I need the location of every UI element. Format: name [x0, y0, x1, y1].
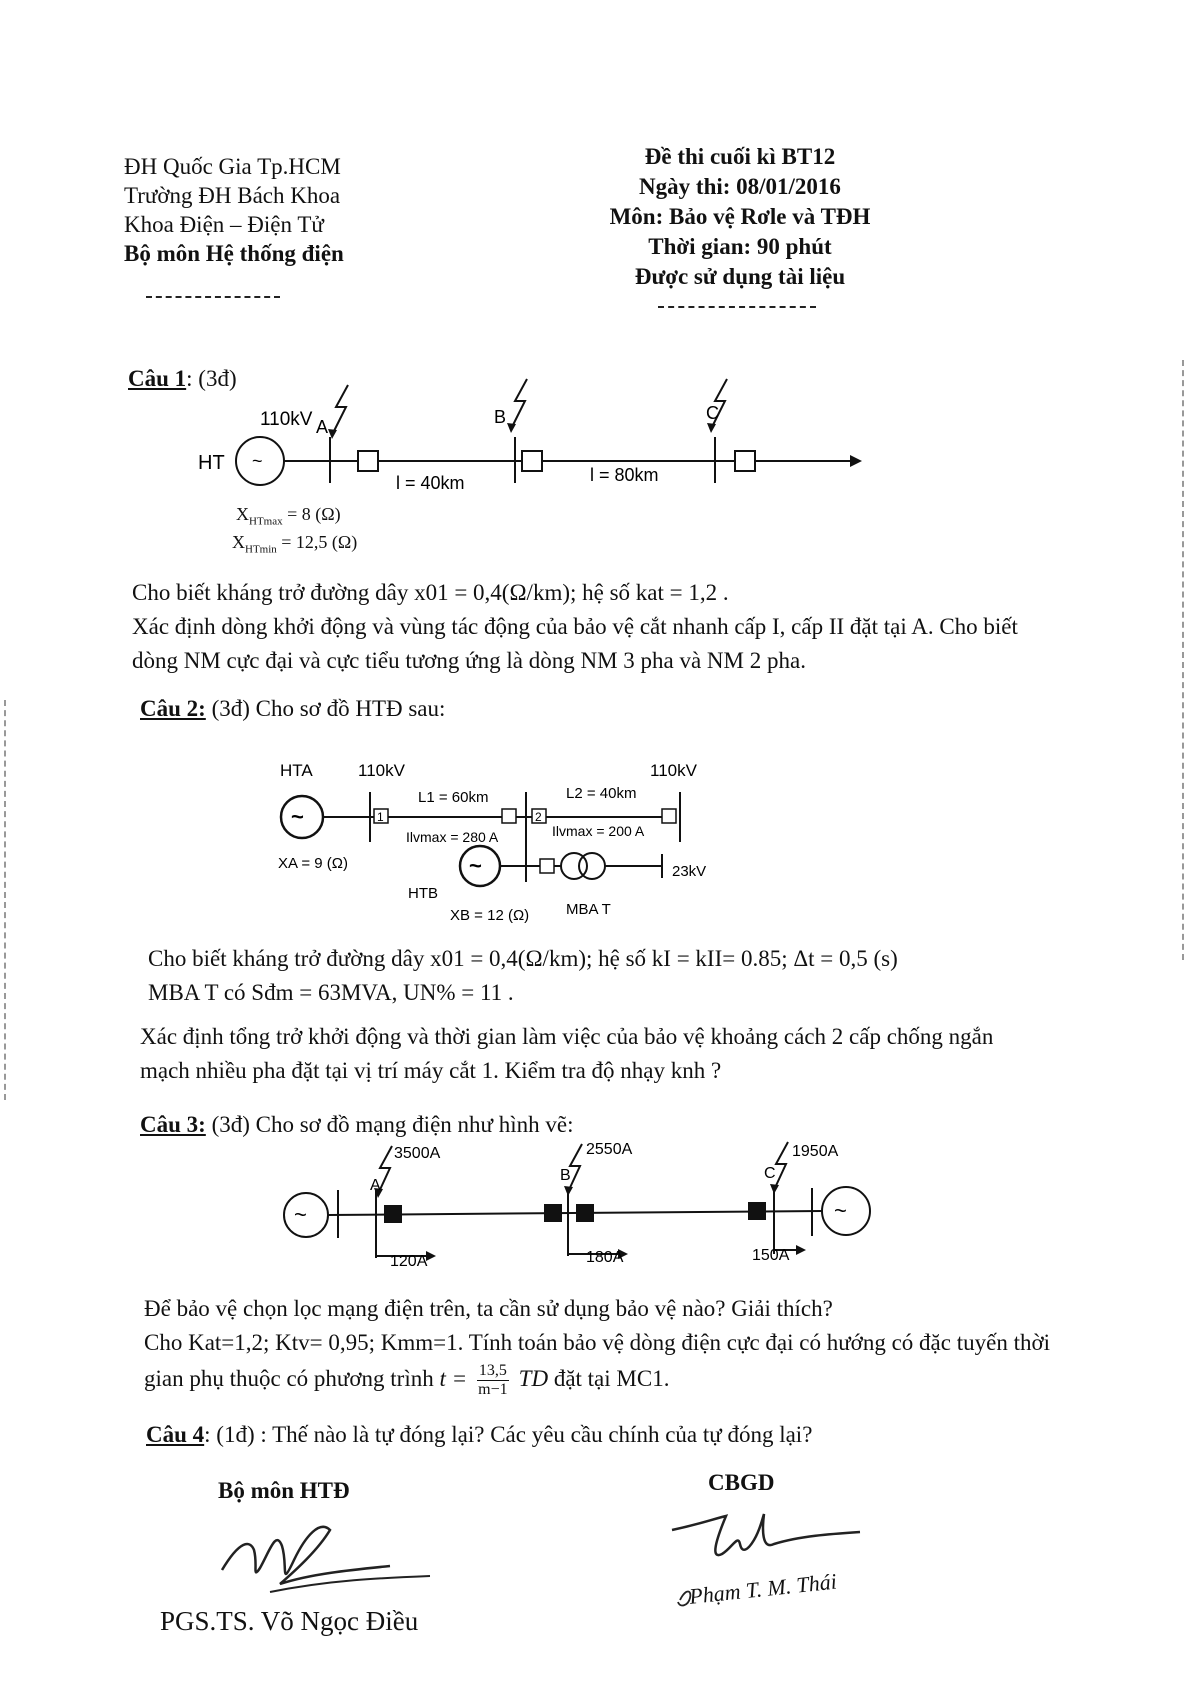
q2-hta: HTA [280, 761, 313, 780]
q1-label: Câu 1 [128, 366, 187, 391]
q1-point-c: C [706, 403, 719, 423]
q2-paragraph-2: MBA T có Sđm = 63MVA, UN% = 11 . [148, 980, 514, 1005]
arrow-icon [426, 1251, 436, 1261]
q3-paragraph-3a: gian phụ thuộc có phương trình [144, 1366, 434, 1391]
q3-breaker-1 [384, 1205, 402, 1223]
q3-breaker-2 [544, 1204, 562, 1222]
q3-fault-c: 1950A [792, 1143, 839, 1160]
fault-arrowhead-icon [707, 423, 716, 433]
exam-subject: Môn: Bảo vệ Rơle và TĐH [609, 204, 871, 229]
q1-paragraph-2: Xác định dòng khởi động và vùng tác động của bảo vệ cắt nhanh cấp I, cấp II đặt tại A. Cho biết [132, 614, 1018, 639]
header-right-divider [658, 306, 816, 308]
q2-htb: HTB [408, 885, 438, 902]
q1-xmin: $X_{HTmin} = 12,5$ (Ω) [232, 532, 358, 556]
exam-title: Đề thi cuối kì BT12 [644, 144, 836, 169]
exam-duration: Thời gian: 90 phút [648, 234, 832, 259]
university-name: ĐH Quốc Gia Tp.HCM [124, 154, 341, 179]
q2-xa: XA = 9 (Ω) [278, 855, 348, 872]
department-name: Bộ môn Hệ thống điện [124, 241, 344, 266]
q3-tilde-right: ~ [834, 1198, 847, 1223]
q1-tilde: ~ [252, 451, 263, 471]
q1-point-a: A [316, 417, 329, 437]
q2-voltage-3: 23kV [672, 863, 707, 880]
q3-line [328, 1211, 822, 1215]
q2-breaker-trafo [540, 859, 554, 873]
q4-text: : (1đ) : Thế nào là tự đóng lại? Các yêu cầu chính của tự đóng lại? [204, 1422, 813, 1447]
arrow-icon [850, 455, 862, 467]
header-left-divider [146, 296, 280, 298]
q3-equation-fraction [477, 1362, 509, 1399]
q3-paragraph-2: Cho Kat=1,2; Ktv= 0,95; Kmm=1. Tính toán bảo vệ dòng điện cực đại có hướng có đặc tuyến thời [144, 1330, 1051, 1355]
q3-label: Câu 3: [140, 1112, 206, 1137]
q1-length-1: l = 40km [396, 473, 465, 493]
q1-length-2: l = 80km [590, 465, 659, 485]
q2-voltage-1: 110kV [358, 761, 405, 780]
q3-point-c: C [764, 1165, 776, 1182]
q3-heading [140, 1112, 574, 1138]
sign-right-name: Phạm T. M. Thái [688, 1568, 838, 1609]
q1-breaker-3 [735, 451, 755, 471]
q1-points: : (3đ) [186, 366, 237, 391]
faculty-name: Khoa Điện – Điện Tử [124, 212, 324, 237]
q2-tilde-b: ~ [469, 853, 482, 878]
exam-note: Được sử dụng tài liệu [634, 264, 846, 289]
fault-arrowhead-icon [507, 423, 516, 433]
signature-right-icon [670, 1510, 910, 1630]
q2-text: (3đ) Cho sơ đồ HTĐ sau: [205, 696, 446, 721]
q3-point-b: B [560, 1167, 571, 1184]
q2-paragraph-4: mạch nhiều pha đặt tại vị trí máy cắt 1. Kiểm tra độ nhạy knh ? [140, 1058, 722, 1083]
q3-paragraph-3b: đặt tại MC1. [553, 1366, 670, 1391]
q3-load-c-label: 150A [752, 1247, 790, 1264]
q3-equation-denominator: m−1 [478, 1381, 508, 1399]
q1-point-b: B [494, 407, 507, 427]
q3-tilde-left: ~ [294, 1202, 307, 1227]
q3-fault-a: 3500A [394, 1145, 441, 1162]
sign-left-title: Bộ môn HTĐ [218, 1478, 350, 1503]
q3-equation-td: TD [518, 1366, 549, 1391]
q1-xmax: $X_{HTmax} = 8$ (Ω) [236, 504, 341, 528]
q2-voltage-2: 110kV [650, 761, 697, 780]
q3-diagram [278, 1138, 898, 1268]
school-name: Trường ĐH Bách Khoa [124, 183, 341, 208]
q1-voltage: 110kV [260, 409, 313, 430]
q2-breaker-1-label: 1 [377, 810, 384, 824]
q1-paragraph-1: Cho biết kháng trở đường dây x01 = 0,4(Ω/km); hệ số kat = 1,2 . [132, 580, 729, 605]
q3-fault-b: 2550A [586, 1141, 633, 1158]
scan-edge-left [4, 700, 6, 1100]
fault-icon [774, 1142, 788, 1190]
q2-xb: XB = 12 (Ω) [450, 907, 530, 924]
q2-i2: Ilvmax = 200 A [552, 823, 645, 839]
fault-icon [511, 379, 527, 429]
q1-breaker-2 [522, 451, 542, 471]
signature-left-icon [210, 1510, 450, 1610]
q3-paragraph-1: Để bảo vệ chọn lọc mạng điện trên, ta cần sử dụng bảo vệ nào? Giải thích? [144, 1296, 833, 1321]
q4-heading [146, 1418, 812, 1452]
q2-breaker-l2-end [662, 809, 676, 823]
fault-arrowhead-icon [564, 1186, 573, 1196]
q2-label: Câu 2: [140, 696, 206, 721]
q2-l1: L1 = 60km [418, 789, 489, 806]
fault-icon [332, 385, 348, 435]
sign-right-title: CBGD [708, 1470, 775, 1495]
sign-left-name: PGS.TS. Võ Ngọc Điều [160, 1606, 419, 1636]
fault-arrowhead-icon [770, 1184, 779, 1194]
q2-heading [140, 696, 445, 722]
q2-l2: L2 = 40km [566, 785, 637, 802]
scan-edge-right [1182, 360, 1184, 960]
q1-source-label: HT [198, 452, 225, 474]
q3-text: (3đ) Cho sơ đồ mạng điện như hình vẽ: [205, 1112, 574, 1137]
q2-breaker-2-label: 2 [535, 810, 542, 824]
exam-date: Ngày thi: 08/01/2016 [639, 174, 841, 199]
q3-paragraph-3 [144, 1362, 669, 1399]
q3-load-a-label: 120A [390, 1253, 428, 1268]
q1-breaker-1 [358, 451, 378, 471]
q2-paragraph-1: Cho biết kháng trở đường dây x01 = 0,4(Ω/km); hệ số kI = kII= 0.85; Δt = 0,5 (s) [148, 946, 898, 971]
q3-breaker-3 [576, 1204, 594, 1222]
q2-tilde-a: ~ [291, 804, 304, 829]
q2-mba: MBA T [566, 901, 611, 918]
school-header [124, 152, 344, 268]
exam-header [580, 142, 900, 292]
q2-i1: Ilvmax = 280 A [406, 829, 499, 845]
q3-load-b-label: 180A [586, 1249, 624, 1266]
q4-label: Câu 4 [146, 1422, 205, 1447]
q1-paragraph-3: dòng NM cực đại và cực tiểu tương ứng là dòng NM 3 pha và NM 2 pha. [132, 648, 806, 673]
q2-trafo-coil-2 [579, 853, 605, 879]
q3-breaker-4 [748, 1202, 766, 1220]
q3-equation-t: t = [439, 1366, 468, 1391]
q3-point-a: A [370, 1177, 381, 1194]
arrow-icon [796, 1245, 806, 1255]
q2-paragraph-3: Xác định tổng trở khởi động và thời gian làm việc của bảo vệ khoảng cách 2 cấp chống ngắn [140, 1024, 994, 1049]
q2-diagram [270, 752, 710, 932]
q3-equation-numerator: 13,5 [478, 1362, 507, 1380]
q2-breaker-l1-end [502, 809, 516, 823]
